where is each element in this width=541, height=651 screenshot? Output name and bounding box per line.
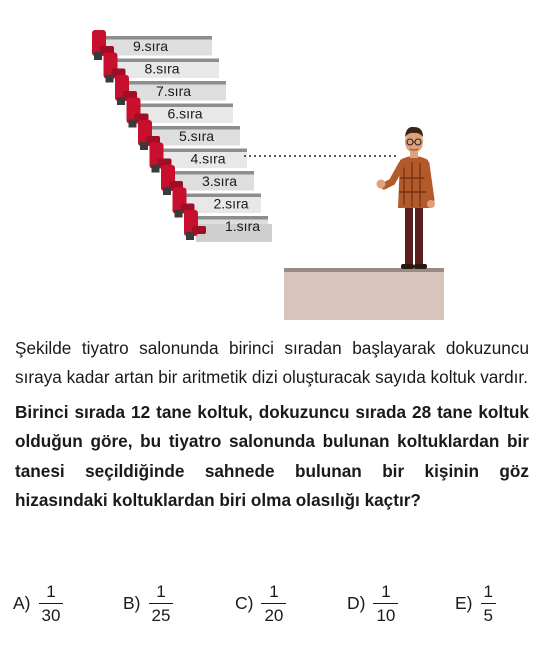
- seat-base: [129, 120, 137, 128]
- row-label: 5.sıra: [179, 128, 215, 144]
- option-b[interactable]: [123, 582, 173, 625]
- seat-base: [175, 210, 183, 218]
- row-label: 6.sıra: [167, 105, 203, 122]
- denominator: 5: [483, 606, 493, 626]
- option-c[interactable]: [235, 582, 286, 625]
- option-d[interactable]: [347, 582, 398, 625]
- fraction-bar: [481, 603, 496, 604]
- numerator: 1: [156, 582, 166, 601]
- option-letter: C): [235, 593, 254, 614]
- fraction-bar: [149, 603, 174, 604]
- row-label: 3.sıra: [202, 173, 238, 189]
- seat-base: [140, 142, 148, 150]
- row-label: 8.sıra: [144, 60, 180, 77]
- fraction: [261, 582, 286, 625]
- question-text: [15, 334, 529, 516]
- option-letter: E): [455, 593, 473, 614]
- option-letter: B): [123, 593, 141, 614]
- fraction: [481, 582, 496, 625]
- option-e[interactable]: [455, 582, 496, 625]
- question-prompt: Birinci sırada 12 tane koltuk, dokuzuncu sırada 28 tane koltuk olduğun göre, bu tiyatro salonunda bulunan koltuklardan bir tanesi seçildiğinde sahnede bulunan bir kişinin göz hizasındaki koltuklardan biri olma olasılığı kaçtır?: [15, 402, 529, 511]
- denominator: 10: [376, 606, 396, 626]
- option-letter: D): [347, 593, 366, 614]
- seat-cushion: [192, 226, 206, 234]
- fraction-bar: [39, 603, 64, 604]
- row-label: 1.sıra: [225, 218, 261, 234]
- option-letter: A): [13, 593, 31, 614]
- problem-statement: Şekilde tiyatro salonunda birinci sıradan başlayarak dokuzuncu sıraya kadar artan bir aritmetik dizi oluşturacak sayıda koltuk vardır.: [15, 338, 529, 387]
- stage: [284, 268, 444, 320]
- fraction-bar: [261, 603, 286, 604]
- row-label: 2.sıra: [213, 195, 249, 212]
- numerator: 1: [483, 582, 493, 601]
- row-label: 9.sıra: [133, 38, 169, 54]
- person: [377, 127, 436, 269]
- numerator: 1: [381, 582, 391, 601]
- row-label: 7.sıra: [156, 83, 192, 99]
- answer-options: [13, 582, 533, 632]
- fraction-bar: [373, 603, 398, 604]
- seat-base: [117, 97, 125, 105]
- seat-base: [186, 232, 194, 240]
- seat-base: [163, 187, 171, 195]
- seat-base: [94, 52, 102, 60]
- denominator: 30: [41, 606, 61, 626]
- fraction: [149, 582, 174, 625]
- row-label: 4.sıra: [190, 150, 226, 167]
- denominator: 20: [264, 606, 284, 626]
- numerator: 1: [269, 582, 279, 601]
- numerator: 1: [46, 582, 56, 601]
- fraction: [39, 582, 64, 625]
- seat-base: [106, 75, 114, 83]
- option-a[interactable]: [13, 582, 63, 625]
- fraction: [373, 582, 398, 625]
- denominator: 25: [151, 606, 171, 626]
- seat-base: [152, 165, 160, 173]
